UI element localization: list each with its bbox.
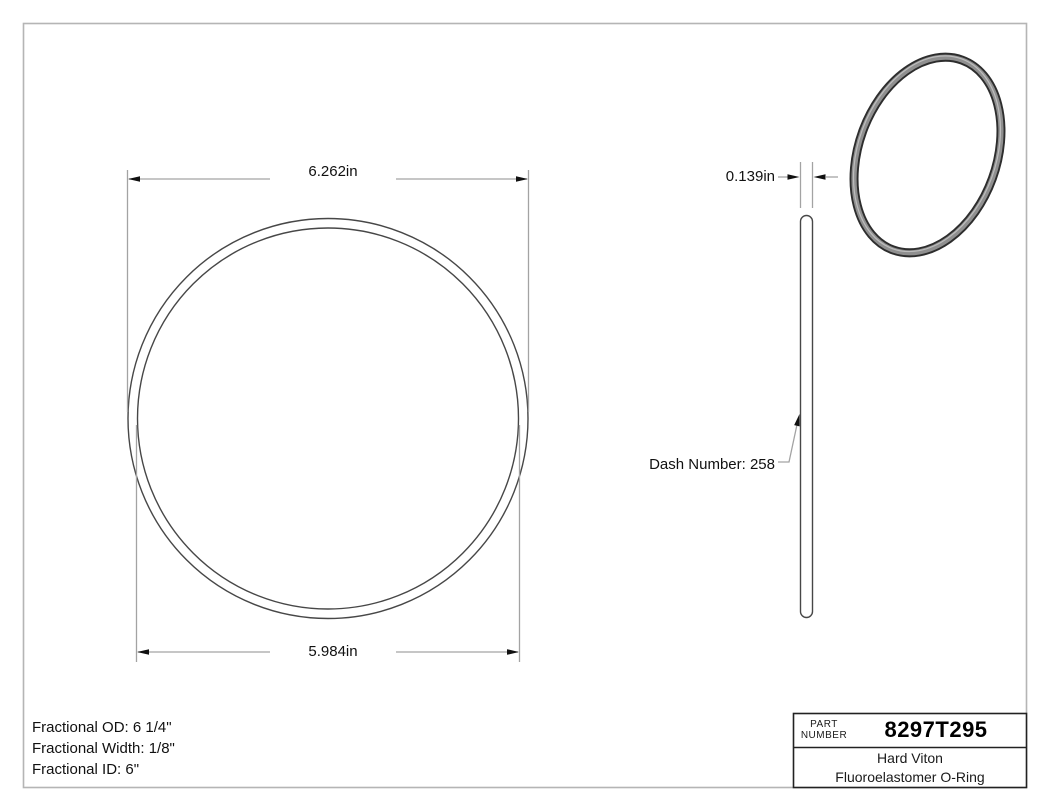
dash-number-label: Dash Number: 258 xyxy=(592,456,778,474)
od-dimension-label: 6.262in xyxy=(270,163,396,181)
note-fractional-id: Fractional ID: 6" xyxy=(32,761,140,778)
note-fractional-width: Fractional Width: 1/8" xyxy=(32,740,175,757)
note-fractional-od: Fractional OD: 6 1/4" xyxy=(32,719,172,736)
oring-3d-view xyxy=(827,35,1027,273)
width-dimension-label: 0.139in xyxy=(672,168,778,186)
material-line-1: Hard Viton xyxy=(877,750,943,766)
oring-side-profile xyxy=(801,216,813,618)
sheet-border xyxy=(24,24,1027,788)
id-arrow-right xyxy=(507,649,519,655)
oring-outer-circle xyxy=(128,219,528,619)
od-arrow-right xyxy=(516,176,528,182)
oring-inner-circle xyxy=(138,228,519,609)
id-dimension-label: 5.984in xyxy=(270,643,396,661)
material-line-2: Fluoroelastomer O-Ring xyxy=(835,769,985,785)
od-arrow-left xyxy=(128,176,140,182)
number-word-label: NUMBER xyxy=(800,730,848,741)
id-arrow-left xyxy=(137,649,149,655)
part-number: 8297T295 xyxy=(884,717,988,742)
oring-3d-tube-body xyxy=(828,36,1027,273)
part-word-label: PART xyxy=(810,719,838,730)
width-arrow-left xyxy=(788,174,800,180)
width-arrow-right xyxy=(814,174,826,180)
dash-leader-line xyxy=(775,420,798,462)
